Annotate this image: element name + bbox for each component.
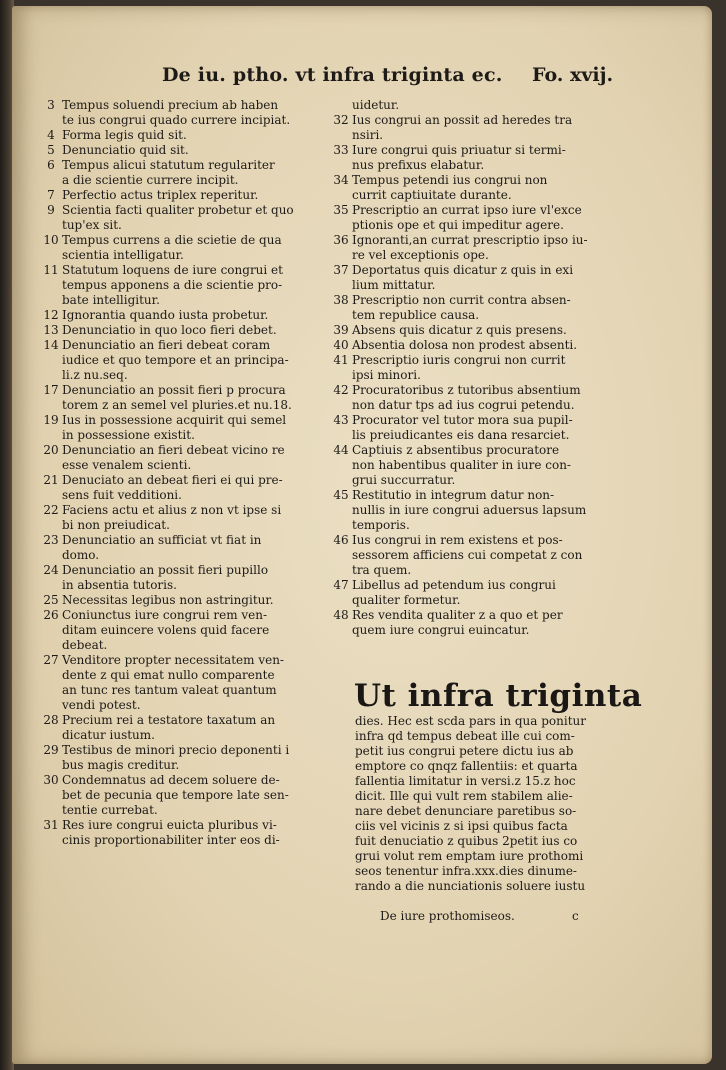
entry-line: ipsi minori.	[352, 368, 421, 382]
entry-text	[352, 293, 622, 323]
entry-line: Denunciatio in quo loco fieri debet.	[62, 323, 277, 337]
entry-text	[62, 473, 332, 503]
entry-number: 27	[43, 653, 59, 667]
entry-line: a die scientie currere incipit.	[62, 173, 239, 187]
body-line: emptore co qnqz fallentiis: et quarta	[355, 759, 578, 773]
entry-text	[62, 143, 332, 158]
entry-number: 25	[43, 593, 59, 607]
entry-text	[62, 323, 332, 338]
entry-line: bi non preiudicat.	[62, 518, 170, 532]
entry-text	[62, 128, 332, 143]
entry-line: tra quem.	[352, 563, 412, 577]
entry-text	[62, 203, 332, 233]
summary-entry	[40, 188, 332, 203]
entry-line: non habentibus qualiter in iure con-	[352, 458, 571, 472]
entry-line: Prescriptio non currit contra absen-	[352, 293, 571, 307]
body-line: fuit denuciatio z quibus 2petit ius co	[355, 834, 578, 848]
entry-line: Tempus currens a die scietie de qua	[62, 233, 282, 247]
entry-number: 14	[43, 338, 59, 352]
entry-line: tem republice causa.	[352, 308, 480, 322]
summary-entry	[40, 233, 332, 263]
summary-entry	[40, 443, 332, 473]
entry-number: 4	[47, 128, 55, 142]
body-line: petit ius congrui petere dictu ius ab	[355, 744, 574, 758]
entry-number: 38	[333, 293, 349, 307]
entry-text	[62, 308, 332, 323]
entry-line: Restitutio in integrum datur non-	[352, 488, 555, 502]
catchword: De iure prothomiseos.	[380, 909, 515, 923]
entry-text	[352, 173, 622, 203]
entry-number: 36	[333, 233, 349, 247]
entry-number: 35	[333, 203, 349, 217]
summary-entry	[330, 98, 622, 113]
entry-number: 7	[47, 188, 55, 202]
entry-text	[62, 413, 332, 443]
entry-text	[352, 383, 622, 413]
entry-text	[352, 488, 622, 533]
entry-number: 45	[333, 488, 349, 502]
summary-column-right	[330, 98, 622, 638]
entry-line: tentie currebat.	[62, 803, 158, 817]
entry-text	[352, 143, 622, 173]
entry-line: tempus apponens a die scientie pro-	[62, 278, 283, 292]
entry-line: in possessione existit.	[62, 428, 195, 442]
summary-entry	[40, 653, 332, 713]
entry-line: Iure congrui quis priuatur si termi-	[352, 143, 566, 157]
entry-line: Deportatus quis dicatur z quis in exi	[352, 263, 574, 277]
entry-line: qualiter formetur.	[352, 593, 461, 607]
summary-entry	[330, 443, 622, 488]
entry-number: 34	[333, 173, 349, 187]
entry-line: lium mittatur.	[352, 278, 436, 292]
entry-number: 24	[43, 563, 59, 577]
entry-line: Coniunctus iure congrui rem ven-	[62, 608, 268, 622]
entry-text	[62, 188, 332, 203]
entry-text	[352, 98, 622, 113]
entry-number: 33	[333, 143, 349, 157]
summary-entry	[40, 338, 332, 383]
summary-entry	[330, 353, 622, 383]
entry-number: 9	[47, 203, 55, 217]
summary-entry	[40, 818, 332, 848]
entry-line: domo.	[62, 548, 100, 562]
summary-entry	[330, 113, 622, 143]
entry-number: 17	[43, 383, 59, 397]
entry-line: Prescriptio an currat ipso iure vl'exce	[352, 203, 582, 217]
entry-line: uidetur.	[352, 98, 400, 112]
entry-line: Denunciatio an fieri debeat coram	[62, 338, 271, 352]
summary-entry	[40, 128, 332, 143]
entry-line: Procuratoribus z tutoribus absentium	[352, 383, 581, 397]
entry-number: 29	[43, 743, 59, 757]
entry-line: Ignoranti,an currat prescriptio ipso iu-	[352, 233, 588, 247]
entry-line: Procurator vel tutor mora sua pupil-	[352, 413, 573, 427]
entry-text	[62, 383, 332, 413]
entry-text	[62, 713, 332, 743]
entry-line: Faciens actu et alius z non vt ipse si	[62, 503, 282, 517]
entry-text	[62, 503, 332, 533]
entry-text	[62, 338, 332, 383]
body-line: grui volut rem emptam iure prothomi	[355, 849, 584, 863]
entry-text	[352, 413, 622, 443]
summary-entry	[330, 383, 622, 413]
entry-text	[62, 233, 332, 263]
entry-number: 43	[333, 413, 349, 427]
entry-line: sens fuit vedditioni.	[62, 488, 182, 502]
entry-number: 42	[333, 383, 349, 397]
entry-line: Denunciatio an sufficiat vt fiat in	[62, 533, 262, 547]
entry-text	[62, 818, 332, 848]
entry-line: Denuciato an debeat fieri ei qui pre-	[62, 473, 283, 487]
section-heading: Ut infra triginta	[354, 678, 643, 714]
summary-entry	[40, 413, 332, 443]
entry-line: Tempus soluendi precium ab haben	[62, 98, 279, 112]
entry-line: torem z an semel vel pluries.et nu.18.	[62, 398, 292, 412]
summary-entry	[40, 143, 332, 158]
entry-line: tup'ex sit.	[62, 218, 122, 232]
entry-line: debeat.	[62, 638, 108, 652]
entry-number: 41	[333, 353, 349, 367]
entry-line: Tempus alicui statutum regulariter	[62, 158, 275, 172]
entry-line: Forma legis quid sit.	[62, 128, 187, 142]
entry-text	[352, 323, 622, 338]
entry-number: 19	[43, 413, 59, 427]
entry-number: 31	[43, 818, 59, 832]
entry-text	[62, 593, 332, 608]
entry-text	[352, 578, 622, 608]
entry-number: 26	[43, 608, 59, 622]
entry-number: 44	[333, 443, 349, 457]
entry-line: dente z qui emat nullo comparente	[62, 668, 275, 682]
entry-number: 3	[47, 98, 55, 112]
entry-line: Res iure congrui euicta pluribus vi-	[62, 818, 277, 832]
entry-number: 40	[333, 338, 349, 352]
entry-line: ditam euincere volens quid facere	[62, 623, 270, 637]
entry-line: ptionis ope et qui impeditur agere.	[352, 218, 564, 232]
entry-text	[352, 203, 622, 233]
summary-entry	[330, 533, 622, 578]
entry-text	[62, 98, 332, 128]
entry-text	[352, 338, 622, 353]
entry-number: 11	[43, 263, 59, 277]
summary-entry	[330, 608, 622, 638]
summary-entry	[330, 413, 622, 443]
entry-text	[62, 563, 332, 593]
entry-line: dicatur iustum.	[62, 728, 155, 742]
summary-entry	[330, 578, 622, 608]
entry-line: Denunciatio an possit fieri p procura	[62, 383, 286, 397]
entry-line: grui succurratur.	[352, 473, 456, 487]
summary-entry	[40, 593, 332, 608]
summary-entry	[40, 608, 332, 653]
entry-text	[62, 608, 332, 653]
entry-line: nsiri.	[352, 128, 384, 142]
entry-number: 39	[333, 323, 349, 337]
entry-line: Res vendita qualiter z a quo et per	[352, 608, 563, 622]
section-body-text	[355, 714, 625, 894]
body-line: rando a die nunciationis soluere iustu	[355, 879, 586, 893]
entry-line: an tunc res tantum valeat quantum	[62, 683, 277, 697]
entry-text	[62, 158, 332, 188]
entry-number: 21	[43, 473, 59, 487]
summary-column-left	[40, 98, 332, 848]
entry-line: Denunciatio quid sit.	[62, 143, 189, 157]
entry-number: 22	[43, 503, 59, 517]
summary-entry	[330, 323, 622, 338]
entry-line: bus magis creditur.	[62, 758, 180, 772]
summary-entry	[330, 263, 622, 293]
entry-line: nullis in iure congrui aduersus lapsum	[352, 503, 587, 517]
summary-entry	[40, 98, 332, 128]
summary-entry	[330, 293, 622, 323]
entry-line: Statutum loquens de iure congrui et	[62, 263, 283, 277]
entry-number	[330, 98, 352, 113]
entry-text	[352, 353, 622, 383]
body-line: nare debet denunciare paretibus so-	[355, 804, 577, 818]
entry-line: in absentia tutoris.	[62, 578, 177, 592]
entry-text	[352, 233, 622, 263]
entry-number: 37	[333, 263, 349, 277]
summary-entry	[330, 203, 622, 233]
entry-line: Ius in possessione acquirit qui semel	[62, 413, 287, 427]
signature-mark: c	[572, 909, 579, 923]
entry-line: Precium rei a testatore taxatum an	[62, 713, 276, 727]
entry-text	[62, 773, 332, 818]
entry-line: Scientia facti qualiter probetur et quo	[62, 203, 294, 217]
entry-text	[352, 608, 622, 638]
entry-line: non datur tps ad ius cogrui petendu.	[352, 398, 575, 412]
summary-entry	[330, 338, 622, 353]
body-line: seos tenentur infra.xxx.dies dinume-	[355, 864, 577, 878]
summary-entry	[40, 743, 332, 773]
entry-text	[62, 743, 332, 773]
body-line: dies. Hec est scda pars in qua ponitur	[355, 714, 586, 728]
entry-line: scientia intelligatur.	[62, 248, 184, 262]
entry-line: cinis proportionabiliter inter eos di-	[62, 833, 280, 847]
summary-entry	[40, 323, 332, 338]
entry-text	[62, 653, 332, 713]
entry-line: Denunciatio an possit fieri pupillo	[62, 563, 269, 577]
entry-text	[352, 533, 622, 578]
summary-entry	[40, 533, 332, 563]
summary-entry	[40, 158, 332, 188]
entry-line: Ius congrui in rem existens et pos-	[352, 533, 563, 547]
summary-entry	[330, 143, 622, 173]
summary-entry	[40, 473, 332, 503]
entry-line: Necessitas legibus non astringitur.	[62, 593, 274, 607]
entry-number: 30	[43, 773, 59, 787]
entry-number: 12	[43, 308, 59, 322]
entry-number: 23	[43, 533, 59, 547]
entry-text	[352, 443, 622, 488]
folio-number: Fo. xvij.	[532, 64, 614, 86]
entry-line: lis preiudicantes eis dana resarciet.	[352, 428, 570, 442]
entry-line: nus prefixus elabatur.	[352, 158, 485, 172]
entry-line: sessorem afficiens cui competat z con	[352, 548, 583, 562]
summary-entry	[40, 773, 332, 818]
entry-line: Testibus de minori precio deponenti i	[62, 743, 290, 757]
entry-text	[62, 533, 332, 563]
entry-text	[352, 263, 622, 293]
entry-number: 13	[43, 323, 59, 337]
entry-number: 46	[333, 533, 349, 547]
entry-text	[62, 443, 332, 473]
entry-line: Tempus petendi ius congrui non	[352, 173, 548, 187]
entry-line: Venditore propter necessitatem ven-	[62, 653, 284, 667]
summary-entry	[40, 503, 332, 533]
body-line: dicit. Ille qui vult rem stabilem alie-	[355, 789, 573, 803]
entry-line: te ius congrui quado currere incipiat.	[62, 113, 291, 127]
entry-line: Absens quis dicatur z quis presens.	[352, 323, 567, 337]
body-line: fallentia limitatur in versi.z 15.z hoc	[355, 774, 576, 788]
entry-number: 6	[47, 158, 55, 172]
entry-line: currit captiuitate durante.	[352, 188, 512, 202]
entry-line: Captiuis z absentibus procuratore	[352, 443, 560, 457]
entry-line: temporis.	[352, 518, 410, 532]
summary-entry	[40, 713, 332, 743]
entry-text	[62, 263, 332, 308]
summary-entry	[330, 173, 622, 203]
entry-number: 32	[333, 113, 349, 127]
summary-entry	[40, 563, 332, 593]
book-page	[12, 6, 712, 1064]
entry-line: vendi potest.	[62, 698, 141, 712]
entry-line: iudice et quo tempore et an principa-	[62, 353, 289, 367]
entry-line: bate intelligitur.	[62, 293, 160, 307]
summary-entry	[40, 263, 332, 308]
running-head-title: De iu. ptho. vt infra triginta ec.	[162, 64, 503, 86]
body-line: infra qd tempus debeat ille cui com-	[355, 729, 575, 743]
entry-number: 5	[47, 143, 55, 157]
entry-line: esse venalem scienti.	[62, 458, 192, 472]
entry-line: li.z nu.seq.	[62, 368, 128, 382]
entry-line: re vel exceptionis ope.	[352, 248, 489, 262]
entry-number: 20	[43, 443, 59, 457]
entry-line: Prescriptio iuris congrui non currit	[352, 353, 566, 367]
summary-entry	[40, 308, 332, 323]
entry-number: 48	[333, 608, 349, 622]
summary-entry	[330, 488, 622, 533]
summary-entry	[40, 383, 332, 413]
entry-line: Ignorantia quando iusta probetur.	[62, 308, 269, 322]
entry-line: bet de pecunia que tempore late sen-	[62, 788, 289, 802]
entry-number: 47	[333, 578, 349, 592]
entry-line: quem iure congrui euincatur.	[352, 623, 530, 637]
entry-line: Condemnatus ad decem soluere de-	[62, 773, 280, 787]
entry-text	[352, 113, 622, 143]
summary-entry	[330, 233, 622, 263]
summary-entry	[40, 203, 332, 233]
entry-line: Perfectio actus triplex reperitur.	[62, 188, 259, 202]
entry-number: 28	[43, 713, 59, 727]
entry-line: Ius congrui an possit ad heredes tra	[352, 113, 573, 127]
entry-line: Absentia dolosa non prodest absenti.	[352, 338, 578, 352]
entry-line: Libellus ad petendum ius congrui	[352, 578, 556, 592]
entry-line: Denunciatio an fieri debeat vicino re	[62, 443, 285, 457]
entry-number: 10	[43, 233, 59, 247]
body-line: ciis vel vicinis z si ipsi quibus facta	[355, 819, 568, 833]
